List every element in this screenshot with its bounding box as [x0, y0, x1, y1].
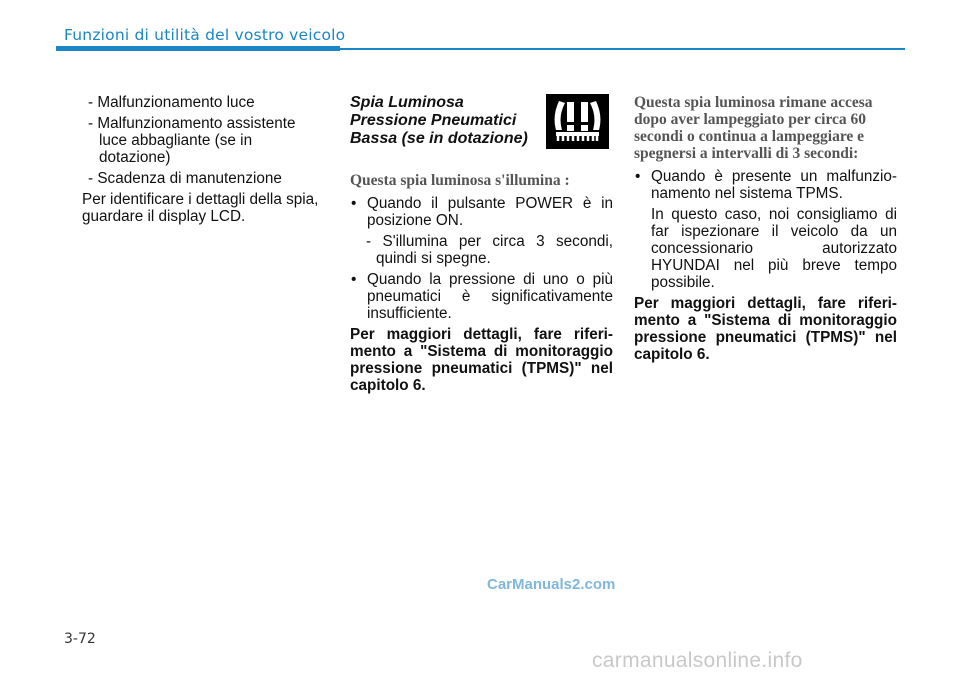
page-number: 3-72: [64, 631, 96, 647]
list-item: [634, 168, 897, 202]
paragraph: Per identificare i dettagli della spia, guardare il display LCD.: [82, 191, 319, 225]
reference-note: Per maggiori dettagli, fare riferi-mento a "Sistema di monitoraggio pressione pneumatici (TPMS)" nel capitolo 6.: [634, 295, 897, 363]
header-accent-bar: [56, 46, 340, 51]
list-item-text: Quando la pressione di uno o più pneumatici è significativamente insufficiente.: [367, 271, 613, 322]
list-item: - S'illumina per circa 3 secondi, quindi si spegne.: [366, 233, 613, 267]
subheading: Questa spia luminosa rimane accesa dopo aver lampeggiato per circa 60 secondi o continua a lampeggiare e spegnersi a intervalli di 3 secondi:: [634, 94, 873, 162]
list-item: - Scadenza di manutenzione: [88, 170, 282, 187]
watermark-link[interactable]: CarManuals2.com: [487, 576, 616, 593]
tpms-warning-icon: [546, 94, 609, 149]
list-item: - Malfunzionamento luce: [88, 94, 255, 111]
warning-light-title: Spia Luminosa Pressione Pneumatici Bassa (se in dotazione): [350, 94, 528, 147]
list-item: - Malfunzionamento assistente luce abbagliante (se in dotazione): [88, 115, 296, 166]
watermark-text: carmanualsonline.info: [592, 649, 803, 672]
bullet-icon: •: [635, 168, 641, 185]
column-1: [82, 94, 327, 229]
column-2: [350, 172, 613, 394]
section-title: Funzioni di utilità del vostro veicolo: [64, 26, 346, 44]
bullet-icon: •: [351, 195, 357, 212]
list-item-text: Quando il pulsante POWER è in posizione ON.: [367, 195, 613, 229]
reference-note: Per maggiori dettagli, fare riferi-mento a "Sistema di monitoraggio pressione pneumatici (TPMS)" nel capitolo 6.: [350, 326, 613, 394]
column-3: [634, 94, 897, 363]
paragraph: In questo caso, noi consigliamo di far ispezionare il veicolo da un concessionario autorizzato HYUNDAI nel più breve tempo possibile.: [651, 206, 897, 291]
list-item-text: Quando è presente un malfunzio-namento nel sistema TPMS.: [651, 168, 897, 202]
list-item: [350, 271, 613, 322]
subheading: Questa spia luminosa s'illumina :: [350, 172, 570, 189]
bullet-icon: •: [351, 271, 357, 288]
header-rule: [340, 48, 905, 50]
list-item: [350, 195, 613, 229]
